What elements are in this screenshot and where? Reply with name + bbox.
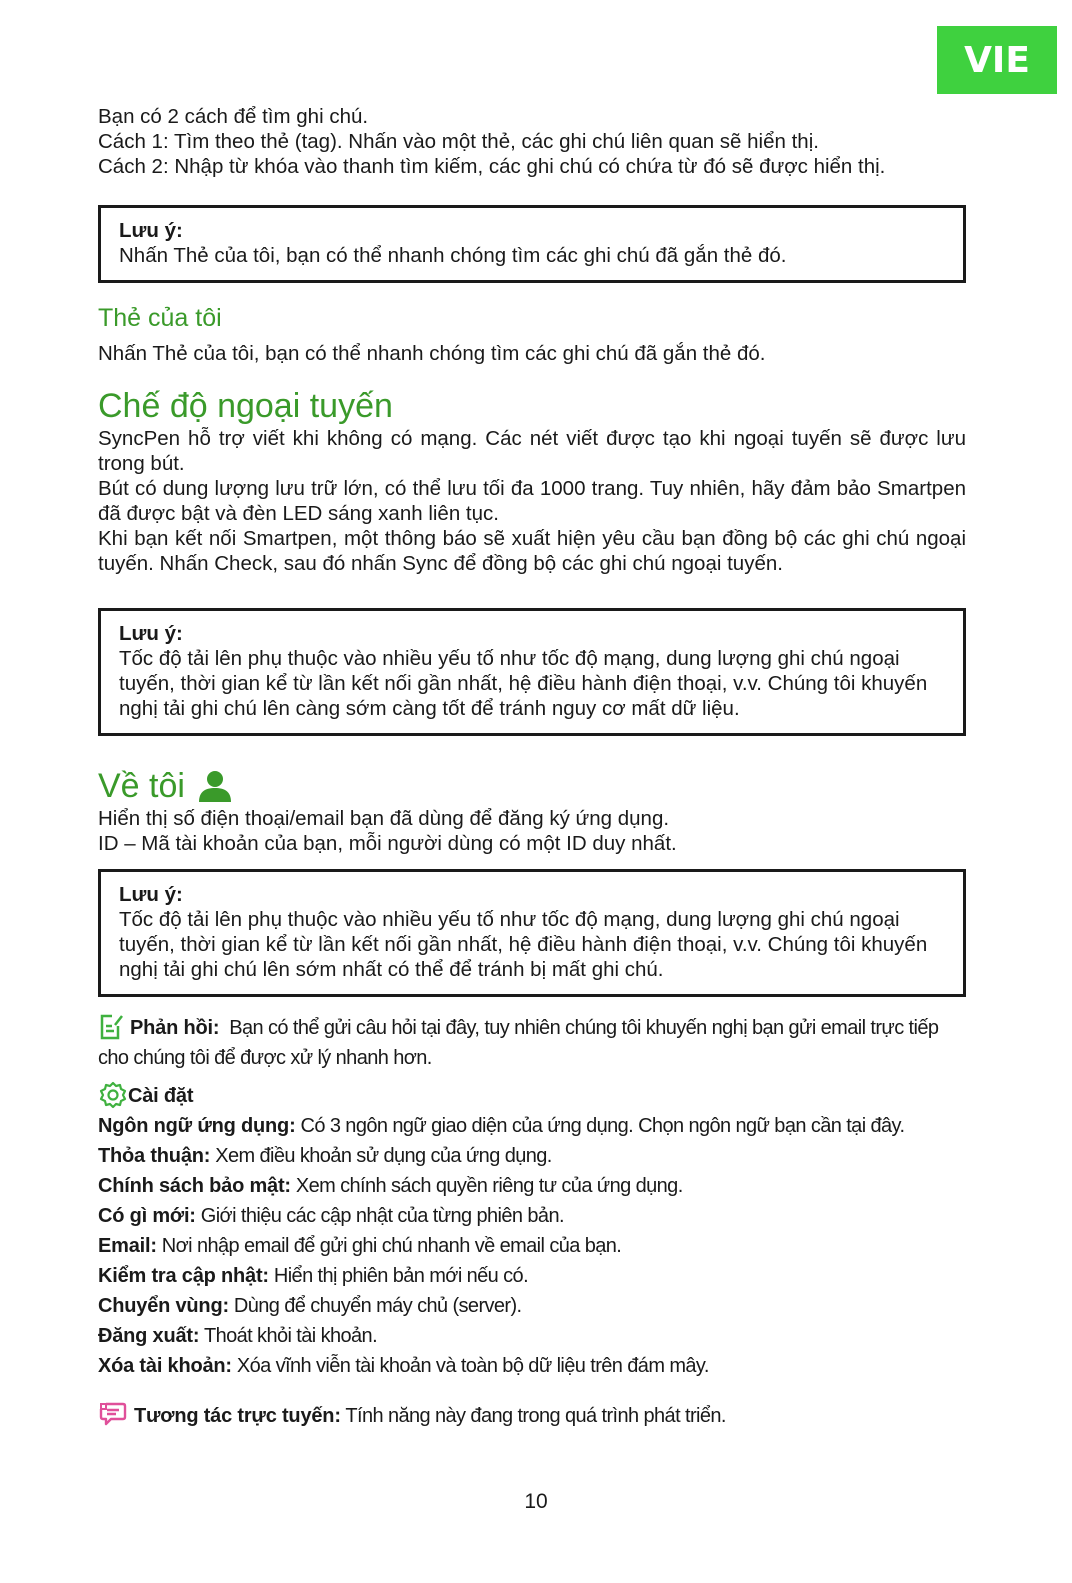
settings-item [98, 1321, 966, 1351]
settings-item-label: Có gì mới: [98, 1205, 196, 1227]
gear-icon [98, 1081, 128, 1109]
offline-paragraph: Khi bạn kết nối Smartpen, một thông báo sẽ xuất hiện yêu cầu bạn đồng bộ các ghi chú ngoại tuyến. Nhấn Check, sau đó nhấn Sync để đồng bộ các ghi chú ngoại tuyến. [98, 527, 966, 575]
intro-line: Cách 1: Tìm theo thẻ (tag). Nhấn vào một thẻ, các ghi chú liên quan sẽ hiển thị. [98, 130, 819, 153]
page-content [98, 104, 966, 1431]
about-me-heading [98, 766, 966, 806]
settings-item-text: Xóa vĩnh viễn tài khoản và toàn bộ dữ liệu trên đám mây. [236, 1355, 709, 1377]
note-title: Lưu ý: [119, 622, 183, 645]
settings-item-label: Chuyển vùng: [98, 1295, 229, 1317]
settings-item-label: Chính sách bảo mật: [98, 1175, 291, 1197]
settings-item [98, 1231, 966, 1261]
settings-item-text: Hiển thị phiên bản mới nếu có. [273, 1265, 529, 1287]
settings-list [98, 1111, 966, 1381]
offline-paragraph: Bút có dung lượng lưu trữ lớn, có thể lưu tối đa 1000 trang. Tuy nhiên, hãy đảm bảo Smartpen đã được bật và đèn LED sáng xanh liên tục. [98, 477, 966, 525]
settings-item-text: Xem chính sách quyền riêng tư của ứng dụng. [295, 1175, 683, 1197]
settings-item-text: Nơi nhập email để gửi ghi chú nhanh về email của bạn. [161, 1235, 622, 1257]
settings-item [98, 1171, 966, 1201]
settings-item [98, 1201, 966, 1231]
offline-paragraph: SyncPen hỗ trợ viết khi không có mạng. Các nét viết được tạo khi ngoại tuyến sẽ được lưu trong bút. [98, 427, 966, 475]
settings-item-text: Giới thiệu các cập nhật của từng phiên bản. [200, 1205, 564, 1227]
my-tags-heading: Thẻ của tôi [98, 304, 222, 332]
note-text: Tốc độ tải lên phụ thuộc vào nhiều yếu tố như tốc độ mạng, dung lượng ghi chú ngoại tuyến, thời gian kể từ lần kết nối gần nhất, hệ điều hành điện thoại, v.v. Chúng tôi khuyến nghị tải ghi chú lên càng sớm càng tốt để tránh nguy cơ mất dữ liệu. [119, 647, 928, 720]
intro-line: Bạn có 2 cách để tìm ghi chú. [98, 105, 369, 128]
user-icon [197, 769, 233, 803]
offline-heading-text: Chế độ ngoại tuyến [98, 387, 393, 425]
intro [98, 104, 966, 179]
settings-heading [98, 1081, 966, 1111]
interactive-label: Tương tác trực tuyến: [134, 1405, 341, 1427]
settings-item-label: Đăng xuất: [98, 1325, 200, 1347]
settings-item-label: Kiểm tra cập nhật: [98, 1265, 269, 1287]
interactive-section [98, 1401, 966, 1431]
interactive-text: Tính năng này đang trong quá trình phát triển. [345, 1405, 726, 1427]
note-box [98, 869, 966, 997]
settings-item-label: Ngôn ngữ ứng dụng: [98, 1115, 296, 1137]
settings-item-label: Email: [98, 1235, 157, 1257]
settings-item-label: Thỏa thuận: [98, 1145, 211, 1167]
language-badge: VIE [937, 26, 1057, 94]
settings-heading-text: Cài đặt [128, 1085, 194, 1107]
settings-item [98, 1261, 966, 1291]
about-me-heading-text: Về tôi [98, 767, 185, 805]
note-text: Tốc độ tải lên phụ thuộc vào nhiều yếu tố như tốc độ mạng, dung lượng ghi chú ngoại tuyến, thời gian kể từ lần kết nối gần nhất, hệ điều hành điện thoại, v.v. Chúng tôi khuyến nghị tải ghi chú lên sớm nhất có thể để tránh bị mất ghi chú. [119, 908, 928, 981]
note-title: Lưu ý: [119, 883, 183, 906]
settings-item-text: Thoát khỏi tài khoản. [203, 1325, 378, 1347]
settings-item [98, 1141, 966, 1171]
intro-line: Cách 2: Nhập từ khóa vào thanh tìm kiếm, các ghi chú có chứa từ đó sẽ được hiển thị. [98, 155, 886, 178]
offline-heading [98, 386, 966, 426]
my-tags-text: Nhấn Thẻ của tôi, bạn có thể nhanh chóng tìm các ghi chú đã gắn thẻ đó. [98, 342, 766, 365]
settings-item-label: Xóa tài khoản: [98, 1355, 232, 1377]
settings-item [98, 1291, 966, 1321]
feedback-edit-icon [98, 1013, 124, 1041]
settings-item [98, 1351, 966, 1381]
about-me-body [98, 806, 966, 856]
note-text: Nhấn Thẻ của tôi, bạn có thể nhanh chóng tìm các ghi chú đã gắn thẻ đó. [119, 244, 787, 267]
feedback-text: Bạn có thể gửi câu hỏi tại đây, tuy nhiên chúng tôi khuyến nghị bạn gửi email trực tiếp cho chúng tôi để được xử lý nhanh hơn. [98, 1017, 939, 1069]
settings-item-text: Dùng để chuyển máy chủ (server). [233, 1295, 522, 1317]
note-title: Lưu ý: [119, 219, 183, 242]
note-box [98, 205, 966, 283]
offline-body [98, 426, 966, 576]
about-me-line: ID – Mã tài khoản của bạn, mỗi người dùng có một ID duy nhất. [98, 832, 677, 855]
feedback-section [98, 1013, 966, 1073]
feedback-label: Phản hồi: [130, 1017, 220, 1039]
about-me-line: Hiển thị số điện thoại/email bạn đã dùng để đăng ký ứng dụng. [98, 807, 670, 830]
chat-bubble-icon [98, 1400, 128, 1430]
settings-item [98, 1111, 966, 1141]
settings-item-text: Xem điều khoản sử dụng của ứng dụng. [215, 1145, 552, 1167]
page-number: 10 [524, 1490, 548, 1513]
note-box [98, 608, 966, 736]
settings-item-text: Có 3 ngôn ngữ giao diện của ứng dụng. Chọn ngôn ngữ bạn cần tại đây. [300, 1115, 905, 1137]
